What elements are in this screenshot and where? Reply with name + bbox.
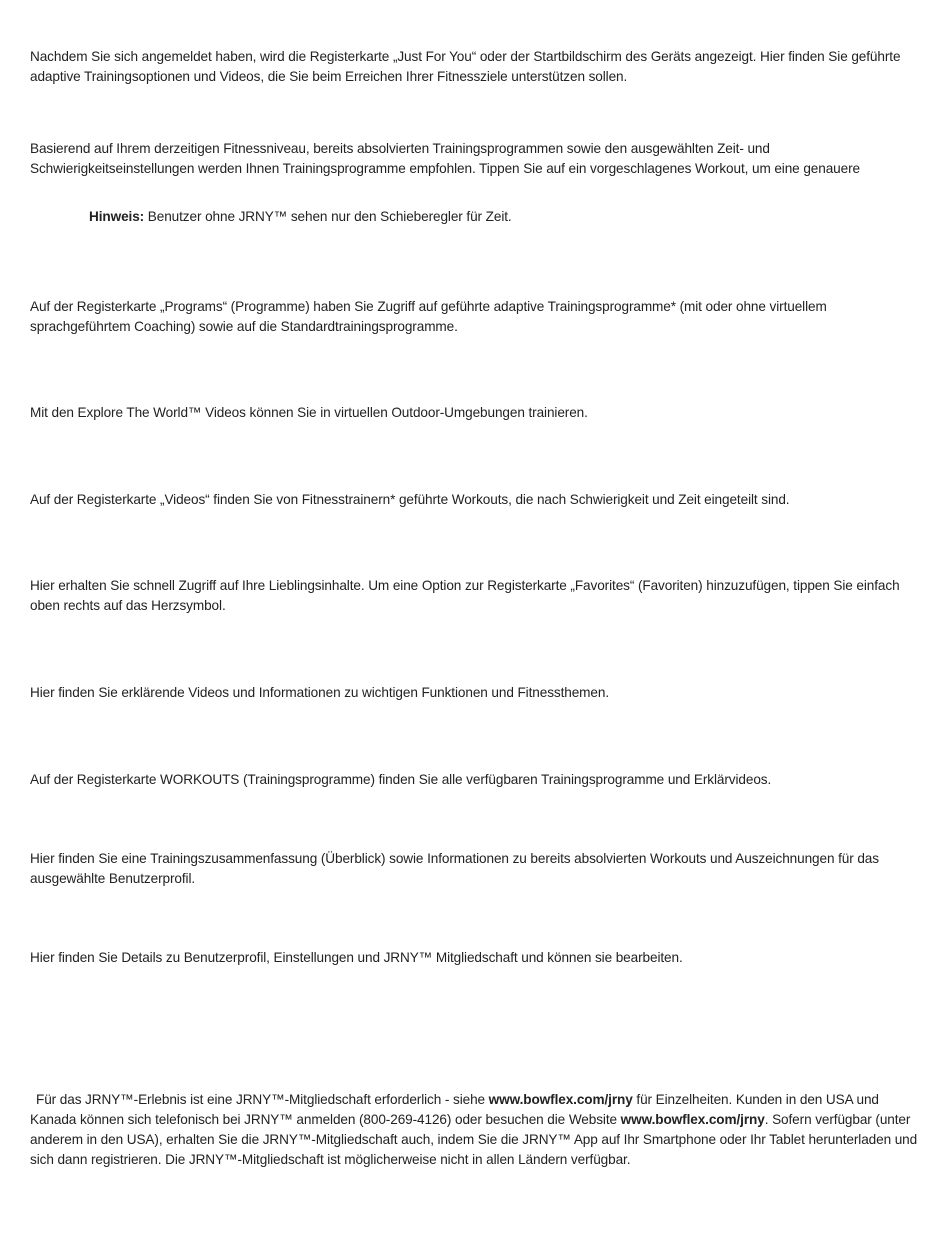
footnote-text-2: für Einzelheiten. Kunden in den USA und Kanada können sich telefonisch bei JRNY™ anmelden (800-269-4126) oder besuchen die Website: [30, 1092, 879, 1127]
paragraph-workouts: Auf der Registerkarte WORKOUTS (Trainingsprogramme) finden Sie alle verfügbaren Trainingsprogramme und Erklärvideos.: [30, 772, 772, 787]
paragraph-recommendations: Basierend auf Ihrem derzeitigen Fitnessniveau, bereits absolvierten Trainingsprogrammen sowie den ausgewählten Zeit- und Schwierigkeitseinstellungen werden Ihnen Trainingsprogramme empfohlen. Tippen Sie auf ein vorgeschlagenes Workout, um eine genauere: [30, 141, 860, 176]
footnote-link-1: www.bowflex.com/jrny: [488, 1092, 633, 1107]
paragraph-explore-the-world: Mit den Explore The World™ Videos können Sie in virtuellen Outdoor-Umgebungen trainieren.: [30, 405, 588, 420]
paragraph-info-videos: Hier finden Sie erklärende Videos und Informationen zu wichtigen Funktionen und Fitnessthemen.: [30, 685, 610, 700]
footnote: [30, 1090, 920, 1170]
note-label: Hinweis:: [89, 209, 145, 224]
paragraph-favorites: Hier erhalten Sie schnell Zugriff auf Ihre Lieblingsinhalte. Um eine Option zur Registerkarte „Favorites“ (Favoriten) hinzuzufügen, tippen Sie einfach oben rechts auf das Herzsymbol.: [30, 578, 900, 613]
paragraph-just-for-you: Nachdem Sie sich angemeldet haben, wird die Registerkarte „Just For You“ oder der Startbildschirm des Geräts angezeigt. Hier finden Sie geführte adaptive Trainingsoptionen und Videos, die Sie beim Erreichen Ihrer Fitnessziele unterstützen sollen.: [30, 49, 901, 84]
footnote-link-2: www.bowflex.com/jrny: [620, 1112, 765, 1127]
paragraph-summary: Hier finden Sie eine Trainingszusammenfassung (Überblick) sowie Informationen zu bereits absolvierten Workouts und Auszeichnungen für das ausgewählte Benutzerprofil.: [30, 851, 879, 886]
paragraph-profile: Hier finden Sie Details zu Benutzerprofil, Einstellungen und JRNY™ Mitgliedschaft und können sie bearbeiten.: [30, 950, 683, 965]
footnote-text-3: . Sofern verfügbar (unter anderem in den USA), erhalten Sie die JRNY™-Mitgliedschaft auch, indem Sie die JRNY™ App auf Ihr Smartphone oder Ihr Tablet herunterladen und sich dann registrieren. Die JRNY™-Mitgliedschaft ist möglicherweise nicht in allen Ländern verfügbar.: [30, 1112, 918, 1167]
paragraph-videos: Auf der Registerkarte „Videos“ finden Sie von Fitnesstrainern* geführte Workouts, die nach Schwierigkeit und Zeit eingeteilt sind.: [30, 492, 790, 507]
paragraph-programs: Auf der Registerkarte „Programs“ (Programme) haben Sie Zugriff auf geführte adaptive Trainingsprogramme* (mit oder ohne virtuellem sprachgeführtem Coaching) sowie auf die Standardtrainingsprogramme.: [30, 299, 827, 334]
note-paragraph: [89, 207, 919, 227]
note-text: Benutzer ohne JRNY™ sehen nur den Schieberegler für Zeit.: [144, 209, 512, 224]
footnote-text-1: Für das JRNY™-Erlebnis ist eine JRNY™-Mitgliedschaft erforderlich - siehe: [36, 1092, 489, 1107]
